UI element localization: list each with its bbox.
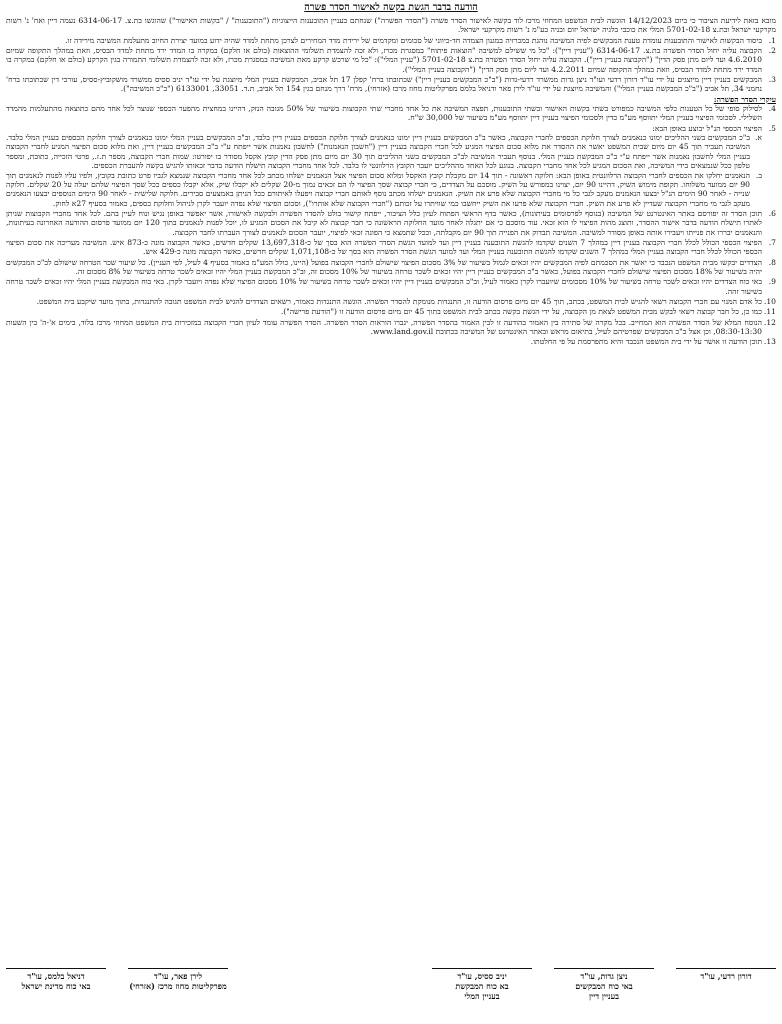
- sub-item-label: א.: [755, 133, 762, 143]
- item-text: המבקשים בעניין דיין מיוצגים על ידי עו"ד דורון רדעי ועו"ד ניצן גדות ממשרד רדעי-גדות ("ב"כ המבקשים בעניין דיין") שכתובתו ברח' קפלן 17 תל אביב, המבקשת בעניין המלי מיוצגת על ידי עו"ד יניב ססיס ממשרד מושקוביץ-ססיס, עורכי דין שכתובתו ברח' נחמני 34, תל אביב ("ב"כ המבקשת בעניין המלי") והמשיבה מיוצגת על ידי עו"ד לירן פאר ודניאל בלמס מפרקליטות מחוז מרכז (אזרחי), מרח' דרך מנחם בגין 154 תל אביב, ת.ד. 33051, 6133001 ("ב"כ המשיבה").: [6, 75, 762, 94]
- signature-line: [554, 968, 654, 969]
- notice-item: [6, 307, 776, 317]
- item-number: 13.: [763, 337, 776, 347]
- notice-item: [6, 35, 776, 45]
- sub-item-text: ב"כ המבקשים בשני ההליכים ימונו כנאמנים לצורך חלוקת הכספים לחברי הקבוצה, כאשר ב"כ המבקשים בעניין דיין ימונו כנאמנים לצורך חלוקת הכספים בעניין דיין בלבד, וב"כ המבקשים בעניין המלי ימונו כנאמנים לצורך חלוקת הכספים בעניין המלי בלבד. המשיבה תעביר תוך 45 יום מיום שבית המשפט יאשר את ההסדר את מלוא סכום הפיצוי המגיע לכל חברי הקבוצה בעניין דיין ("חשבון הנאמנות") לחשבון נאמנות אשר ייפתח ע"י ב"כ המבקשים בעניין דיין, ואת מלוא סכום הפיצוי המגיע לחברי הקבוצה בעניין המלי לחשבון נאמנות אשר ייפתח ע"י ב"כ המבקשת בעניין המלי. בנוסף תעביר המשיבה לב"כ המבקשים בשני ההליכים תוך 30 יום מיום מתן פסק הדין קובץ אקסל מסודר בו יפורטו: שמות חברי הקבוצה, מספר ת.ז., פרטי הזכייה, כתובת, ומספר טלפון ככל שנמצאים בידי המשיבה, ואת הסכום המגיע לכל אחד מחברי הקבוצה. בנוגע לכל האחד מההליכים יועבר הקובץ הרלוונטי לו בלבד. לכל אחד מחברי הקבוצה תישלח הודעה בדבר זכאותו להגיש בקשה להעברת הכספים.: [6, 133, 750, 171]
- item-number: 6.: [768, 208, 776, 218]
- signature-gadot: [554, 968, 654, 1022]
- signature-peer: [128, 968, 228, 1022]
- item-text: תוכן הודעה זו אושר על ידי בית המשפט הנכבד והיא מתפרסמת על פי החלטתו.: [530, 337, 762, 347]
- signature-role: מפרקליטות מחוז מרכז (אזרחי): [129, 981, 227, 991]
- notice-item: [6, 337, 776, 347]
- signature-sasis: [432, 968, 532, 1022]
- signature-line: [6, 968, 106, 969]
- signature-name: יניב ססיס, עו"ד: [457, 971, 507, 981]
- notice-items-part3: [6, 209, 776, 347]
- item-number: 7.: [768, 237, 776, 247]
- item-text: לסילוק סופי של כל הטענות כלפי המשיבה כמפורט בשתי בקשות האישור ובשתי התובענות, תפצה המשיבה את כל אחד מחברי שתי הקבוצות בשיעור של 50% מגובה הנזק, דהיינו במחצית מהפער הכספי שנוצר לכל אחד מהם כתוצאה מהתעלמות מהמדד השלילי. לסכומי הפיצוי בעניין המלי יתווסף מע"מ כדין ולסכומי הפיצוי בעניין דיין יתווסף מע"מ בשיעור של 30,000 ש"ח.: [6, 104, 762, 123]
- sub-item: [6, 133, 762, 170]
- notice-item: [6, 237, 776, 257]
- signature-group-dayan: [432, 968, 776, 1022]
- signature-balmas: [6, 968, 106, 1022]
- signature-line: [432, 968, 532, 969]
- item-number: 12.: [763, 317, 776, 327]
- signature-name: ניצן גדות, עו"ד: [580, 971, 628, 981]
- item-text: הפיצוי הכספי הנ"ל יבוצע באופן הבא:: [652, 123, 762, 133]
- signature-line: [128, 968, 228, 969]
- item-text: הפיצוי הכספי הכולל לכלל חברי הקבוצה בעניין דיין במהלך 7 השנים שקדמו להגשת התובענה בעניין דיין ועד למועד הגשת הסדר הפשרה הוא בסך של כ-13,697,318 שקלים חדשים, כאשר הקבוצה מונה כ-873 איש. המשיבה מעריכה את סכום הפיצוי הכספי הכולל לכלל חברי הקבוצה בעניין המלי במהלך 7 השנים שקדמו להגשת התובענה בעניין המלי ועד למועד הגשת הסדר הפשרה הוא בסך של כ-1,071,108 שקלים חדשים, כאשר הקבוצה מונה כ-429 איש.: [6, 237, 762, 257]
- notice-items-part2: [6, 104, 776, 208]
- notice-item: [6, 46, 776, 74]
- item-text: כל אדם המנוי עם חברי הקבוצה רשאי להגיש לבית המשפט, בכתב, תוך 45 יום מיום פרסום הודעה זו, התנגדות מנומקת להסדר הפשרה. הוגשה התנגדות כאמור, רשאים הצדדים להגיש לבית המשפט תגובה להתנגדות, בתוך מועד שיקבע בית המשפט.: [36, 296, 762, 306]
- notice-item: [6, 208, 776, 237]
- sub-item-text: הנאמנים יחלקו את הכספים לחברי הקבוצה הרלוונטית באופן הבא: חלוקה ראשונה - תוך 14 יום מקבלת קובץ האקסל ומלוא סכום הפיצוי אצל הנאמנים ישלחו מכתב לכל אחד מחברי הקבוצה שנמצא לגביו פרט כתובת בקובץ, ולפיו עליו לפנות לנאמנים תוך 90 יום ממועד משלוחו. תקופת מימוש השיק, דהיינו 90 יום, יצוינו במפורש על השיק. מוסכם על הצדדים, כי חברי קבוצה שסך הפיצוי לו הם זכאים נמוך מ-20 שקלים לא יקבלו שיק, אלא יקבלו כספים ככל שסך הפיצוי שלהם יעלה על 20 שקלים. חלוקה שנייה - לאחר 90 הימים הנ"ל יבצעו הנאמנים מעקב לגבי כל מי מחברי הקבוצה שלא פרע את השיק. הנאמנים ישלחו מכתב נוסף לאותם חברי קבוצה ויפעלו לאיתורם ככל הניתן באמצעים סבירים. חלוקה שלישית - לאחר 90 הימים הנוספים יבצעו הנאמנים מעקב לגבי מי מחברי הקבוצה שעדיין לא פרע את השיק. חברי הקבוצה שלא פרעו את השיק ייחשבו כמי שוויתרו על זכותם ("חברי הקבוצה שלא אותרו"), וסכום הפיצוי שלא נפדה יועבר לקרן לניהול וחלוקת כספים, כאמור בסעיף 27א לחוק.: [6, 170, 750, 208]
- notice-item: [6, 296, 776, 306]
- item-text: באי כוח הצדדים יהיו זכאים לשכר טרחה בשיעור של 10% מסכומים שיועברו לקרן כאמור לעיל, וב"כ המבקשים בעניין דיין יהיו זכאים לשכר טרחה בשיעור של 10% מסכום הפיצוי שלא נפדה ויועבר לקרן. באי כוח המבקשת בעניין המלי יהיו זכאים לשכר טרחה בשיעור זהה.: [6, 277, 762, 296]
- item-number: 11.: [763, 307, 776, 317]
- notice-item: [6, 123, 776, 208]
- signature-role: בעניין המלי: [464, 991, 500, 1001]
- notice-page: [6, 2, 776, 1022]
- sub-item-label: ב.: [755, 170, 762, 180]
- item-text: הצדדים יבקשו מבית המשפט הנכבד כי יאשר את הסכמתם לפיה המבקשים יהיו זכאים לגמול בשיעור של 3% מסכום הפיצוי שישולם לחברי הקבוצה בפועל (היינו, כולל המע"מ כאמור בסעיף 4 לעיל, לפי העניין). כל שיעור שכר הטרחה שישולם לב"כ המבקשים יהיה בשיעור של 18% מסכום הפיצוי שישולם לחברי הקבוצה בפועל, כאשר ב"כ המבקשים בעניין דיין יהיו זכאים לשכר טרחה בשיעור של 10% מסכום זה, וב"כ המבקשת בעניין המלי יהיו זכאים לשכר טרחה בשיעור של 8% מסכום זה.: [6, 257, 762, 276]
- signature-group-state: [6, 968, 228, 1022]
- notice-item: [6, 317, 776, 337]
- notice-item: [6, 257, 776, 277]
- sub-item: [6, 171, 762, 208]
- signature-name: לירן פאר, עו"ד: [153, 971, 203, 981]
- signature-line: [676, 968, 776, 969]
- item-number: 5.: [768, 123, 776, 133]
- item-number: 3.: [768, 75, 776, 85]
- item-text: הקבוצה עליה יחול הסדר הפשרה בת.צ. 6314-06-17 ("עניין דיין"): "כל מי ששילם למשיבה "הוצאות פיתוח" במסגרת מכרז, ולא זכה להצמדת תשלומי ההוצאות (כולם או חלקם) במקרה בו המדד ירד מתחת למדד הבסיס, וזאת במהלך התקופה שמיום 4.6.2010 ועד ליום מתן פסק הדין" ("הקבוצה בעניין דיין"). הקבוצה עליה יחול הסדר הפשרה בת.צ 5701-02-18 ("עניין המלי"): "כל מי שרכש קרקע מאת המשיבה במסגרת מכרז, ולא זכה להצמדת תשלומי התמורה בגין הקרקע (כולם או חלקם) במקרה בו המדד ירד מתחת למדד הבסיס, וזאת במהלך התקופה שמיום 4.2.2011 ועד ליום מתן פסק הדין" ("הקבוצה בעניין המלי").: [6, 46, 762, 74]
- notice-title: הודעה בדבר הגשת בקשה לאישור הסדר פשרה: [304, 2, 478, 13]
- item-number: 4.: [768, 104, 776, 114]
- signature-role: בעניין דיין: [588, 991, 620, 1001]
- item-number: 1.: [768, 35, 776, 45]
- signature-role: בא כוח המבקשת: [455, 981, 509, 991]
- item-number: 8.: [768, 257, 776, 267]
- signature-radai: [676, 968, 776, 1022]
- notice-item: [6, 277, 776, 296]
- notice-item: [6, 104, 776, 123]
- item-text: תוכן הסדר זה יפורסם באתר האינטרנט של המשיבה (בנוסף לפרסומים בעיתונות), כאשר בדף הראשי הפתוח לעיון כלל הציבור, ייפתח קישור בולט להסדר הפשרה ולבקשה לאישורו, אשר יאפשר באופן נגיש ונוח לעיין בהם. לכל אחד מחברי הקבוצות שניתן לאתרו תישלח הודעה בדבר אישור ההסדר, ותוצג מהות הפיצוי לו הוא זכאי. עוד מוסכם כי אם יתגלה לאחר מועד החלוקה הראשונה כי חבר קבוצה לא קיבל את הסכום המגיע לו, יוכל לפנות לנאמנים בתוך 120 יום ממועד פרסום ההודעה האחרונה בעיתונות, והנאמנים יבררו את פנייתו ויעבירו אותה באופן מסודר למשיבה. המשיבה תבדוק את הפנייה תוך 90 יום מקבלתה, וככל שתמצא כי הפונה זכאי לפיצוי, יועבר הסכום לנאמנים לצורך העברתו לחבר הקבוצה.: [6, 208, 762, 237]
- signature-name: דניאל בלמס, עו"ד: [27, 971, 85, 981]
- notice-items-part1: [6, 36, 776, 94]
- signature-role: באי כוח המבקשים: [575, 981, 633, 991]
- item-text: ביסוד הבקשות לאישור והתובענות עומדת טענת המבקשים לפיה המשיבה נוהגת במכרזיה במגנון הצמדה חד-כיווני של סכומים ומקדמים של ירידת מדד המחירים לצרכן מתחת למדד שהיה ידוע במועד יצירת החיוב מתעלמת המשיבה מירידה זו.: [65, 35, 762, 45]
- signature-role: באי כוח מדינת ישראל: [21, 981, 91, 991]
- signature-name: דורון רדעי, עו"ד: [700, 971, 752, 981]
- item-text: כמו כן, כל חבר קבוצה רשאי לבקש מבית המשפט לצאת מן הקבוצה, על ידי הגשת בקשה בכתב לבית המשפט בתוך 45 יום מיום פרסום הודעה זו ("הודעת פרישה").: [280, 307, 762, 317]
- notice-intro: מובא בזאת לידיעת הציבור כי ביום 14/12/2023 הוגשה לבית המשפט המחוזי מרכז לוד בקשה לאישור הסדר פשרה ("הסדר הפשרה") שנחתם בעניין התובענות הייצוגיות ("התובענות" / "בקשות האישור") שהוגשו בת.צ. 6314-06-17 נעמה דיין ואח' נ' רשות מקרקעי ישראל ובת.צ 5701-02-18 המלי את כוכבי בלגיה ישראל יזום ובניה בע"מ נ' רשות מקרקעי ישראל.: [6, 16, 776, 35]
- item-number: 2.: [768, 46, 776, 56]
- notice-item: [6, 75, 776, 94]
- settlement-highlights-heading: עיקרי הסדר הפשרה:: [713, 94, 776, 104]
- item-number: 10.: [763, 296, 776, 306]
- item-text: הנוסח המלא של הסדר הפשרה הוא המחייב. בכל מקרה של סתירה בין האמור בהודעה זו לבין האמור בהסדר הפשרה, יגברו הוראות הסדר הפשרה. הסדר הפשרה עומד לעיון חברי הקבוצה במזכירות בית המשפט המחוזי מרכז בלוד, בימים א'-ה' בין השעות 08:30-13:30, וכן אצל ב"כ המבקשים שפרטיהם לעיל, בתיאום מראש ובאתר האינטרנט של המשיבה בכתובת www.land.gov.il.: [6, 317, 762, 336]
- signature-block: [6, 968, 776, 1022]
- item-number: 9.: [768, 277, 776, 287]
